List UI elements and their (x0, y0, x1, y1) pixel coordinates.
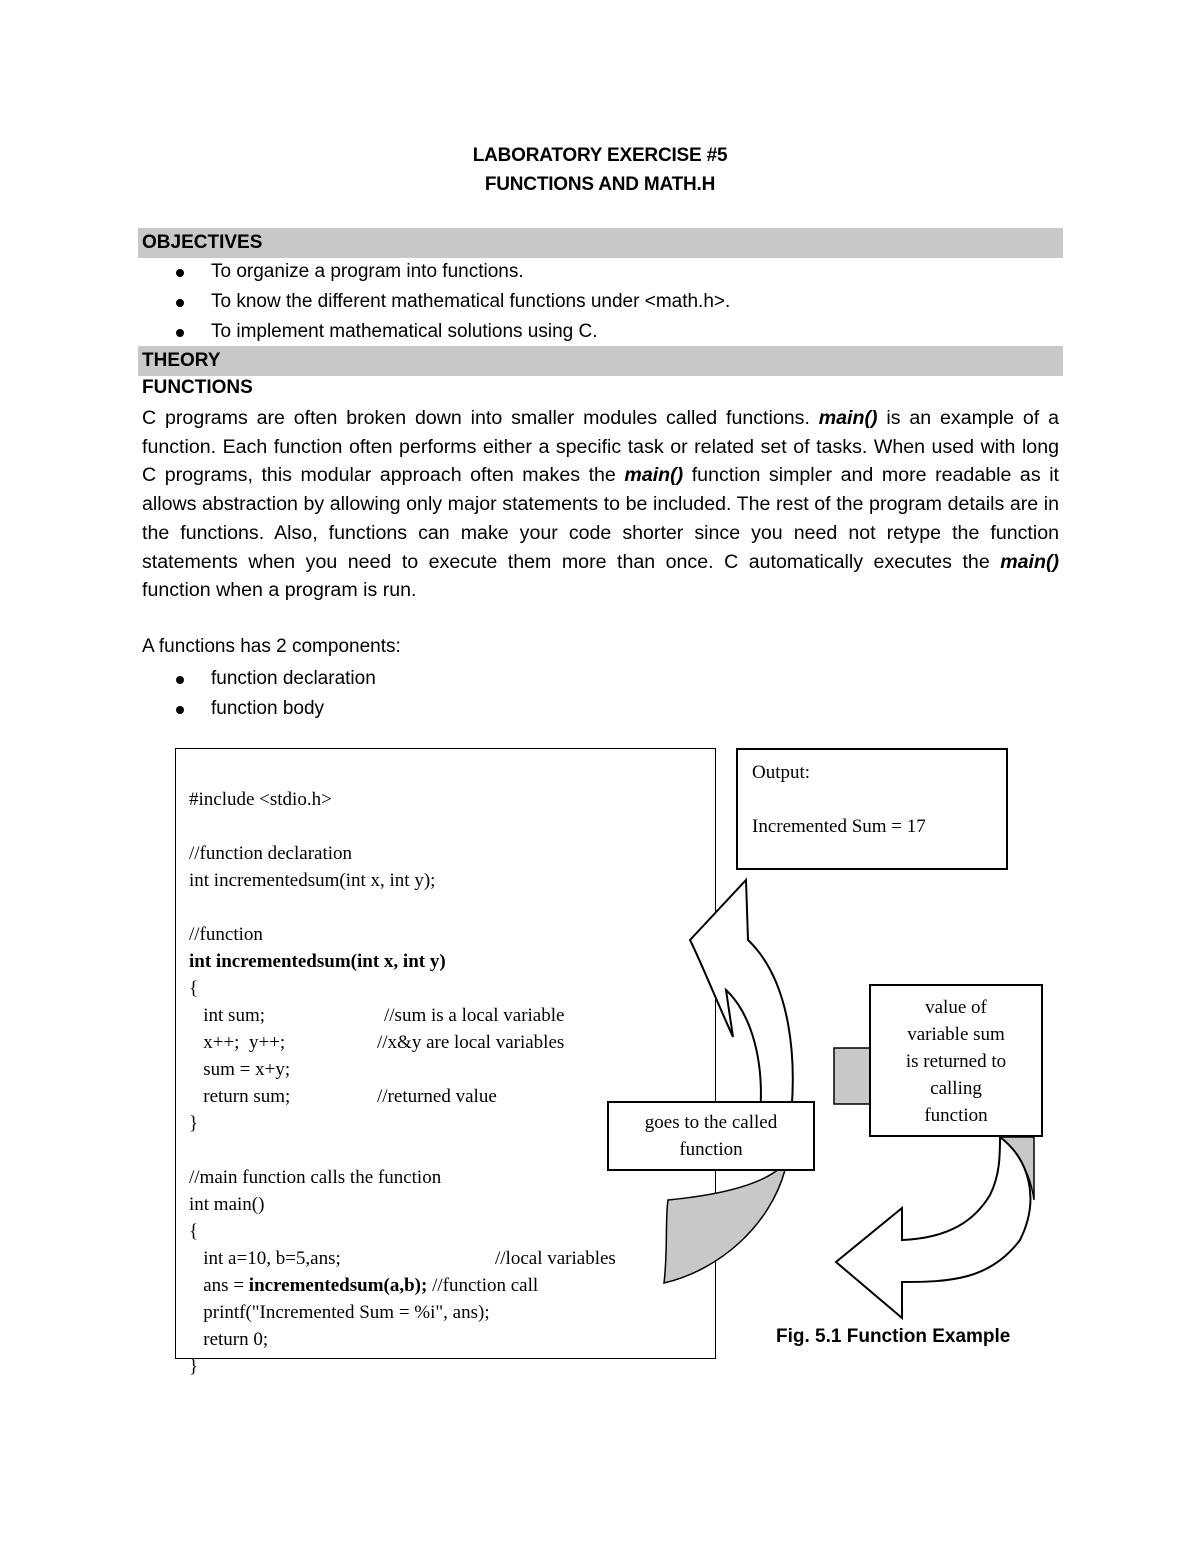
left-arrow-tail-shape (664, 1168, 785, 1283)
list-item: To implement mathematical solutions using C. (170, 317, 730, 347)
components-intro: A functions has 2 components: (142, 636, 401, 657)
code-line: //function (189, 924, 263, 945)
return-tab-shape (834, 1048, 870, 1104)
output-box (736, 748, 1008, 870)
code-line: ans = incrementedsum(a,b); //function call (189, 1275, 539, 1296)
code-line: } (189, 1356, 199, 1377)
called-function-callout: goes to the called function (607, 1101, 815, 1171)
code-line: int main() (189, 1194, 265, 1215)
code-line: //function declaration (189, 843, 353, 864)
list-item: function declaration (170, 664, 376, 694)
code-line: int sum; //sum is a local variable (189, 1005, 565, 1026)
main-keyword: main() (1000, 550, 1059, 573)
return-value-callout: value of variable sum is returned to calling function (869, 984, 1043, 1137)
code-line: return sum; //returned value (189, 1086, 497, 1107)
code-line: int incrementedsum(int x, int y); (189, 870, 436, 891)
code-line: } (189, 1113, 199, 1134)
theory-paragraph: C programs are often broken down into smaller modules called functions. main() is an example of a function. Each function often performs either a specific task or related set of tasks. When used with long C programs, this modular approach often makes the main() function simpler and more readable as it allows abstraction by allowing only major statements to be included. The rest of the program details are in the functions. Also, functions can make your code shorter since you need not retype the function statements when you need to execute them more than once. C automatically executes the main() function when a program is run. (142, 407, 1059, 602)
theory-heading: THEORY (138, 346, 1063, 376)
code-line: //main function calls the function (189, 1167, 442, 1188)
code-line: int incrementedsum(int x, int y) (189, 951, 446, 972)
list-item: function body (170, 694, 376, 724)
list-item: To organize a program into functions. (170, 257, 730, 287)
objectives-heading: OBJECTIVES (138, 228, 1063, 258)
functions-subheading: FUNCTIONS (142, 377, 253, 398)
main-keyword: main() (624, 464, 684, 487)
code-line: { (189, 978, 199, 999)
output-value: Incremented Sum = 17 (752, 816, 926, 837)
code-line: int a=10, b=5,ans; //local variables (189, 1248, 616, 1269)
code-line: printf("Incremented Sum = %i", ans); (189, 1302, 490, 1323)
figure-caption: Fig. 5.1 Function Example (776, 1326, 1011, 1347)
page-subtitle: FUNCTIONS AND MATH.H (484, 174, 716, 195)
main-keyword: main() (818, 407, 878, 429)
code-line: x++; y++; //x&y are local variables (189, 1032, 565, 1053)
page-title: LABORATORY EXERCISE #5 (472, 145, 728, 166)
list-item: To know the different mathematical functions under <math.h>. (170, 287, 730, 317)
return-arrow-shape (836, 1137, 1030, 1318)
code-line: return 0; (189, 1329, 269, 1350)
code-line: { (189, 1221, 199, 1242)
code-line: #include <stdio.h> (189, 789, 332, 810)
output-label: Output: (752, 762, 811, 783)
code-line: sum = x+y; (189, 1059, 291, 1080)
